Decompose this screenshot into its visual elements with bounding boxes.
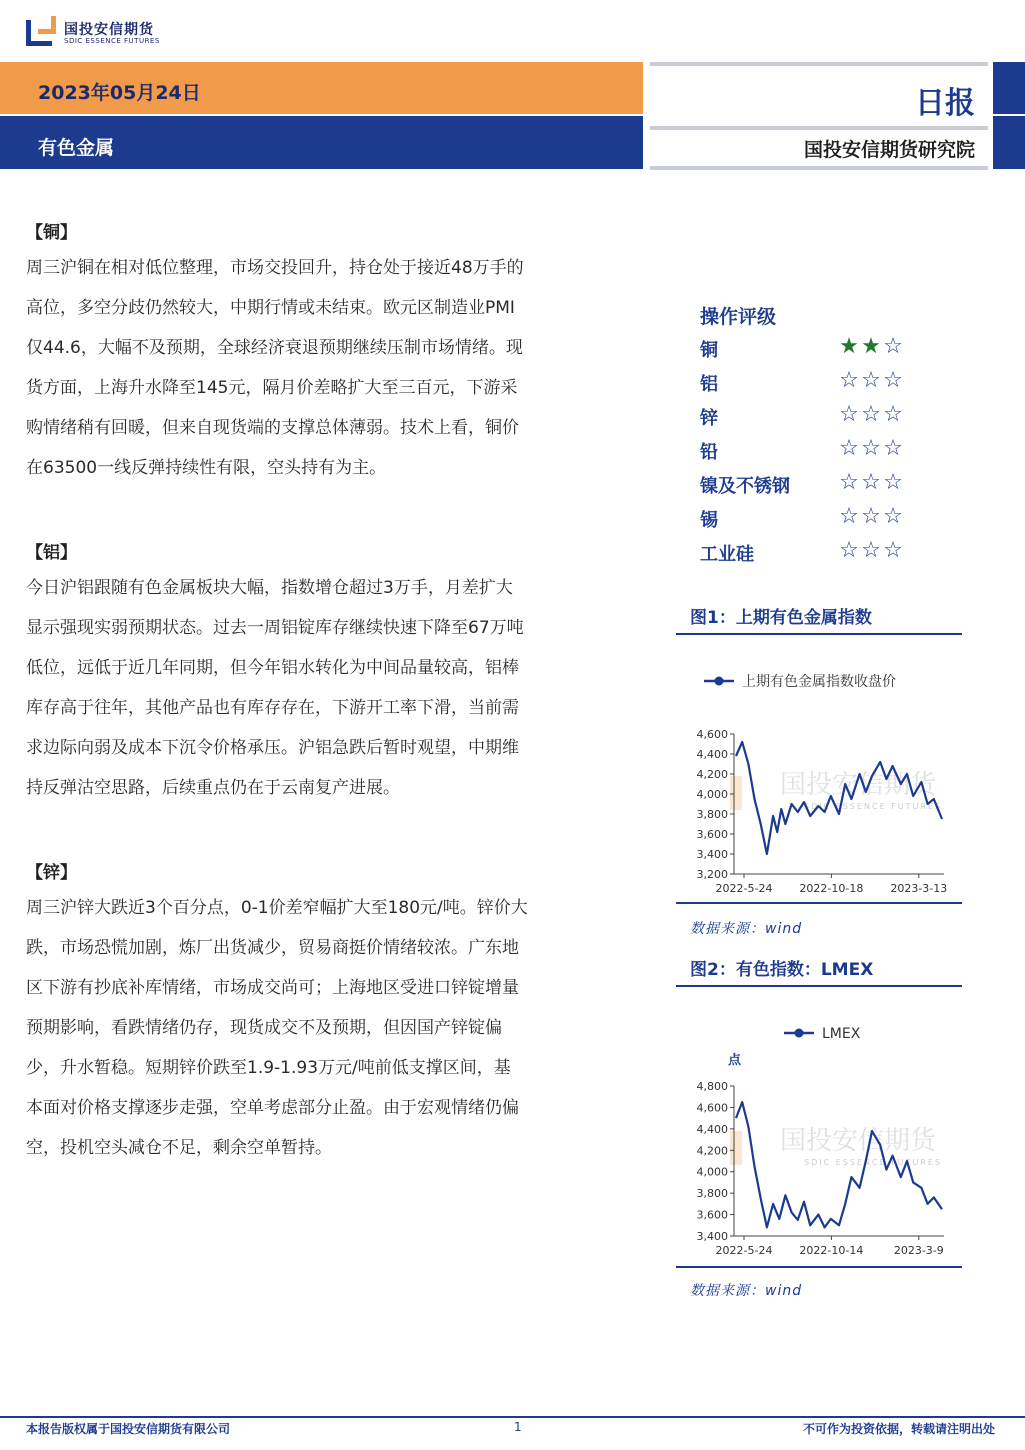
text-line: 预期影响，看跌情绪仍存，现货成交不及预期，但因国产锌锭偏 [26, 1018, 502, 1038]
logo-company-name: 国投安信期货 [64, 22, 154, 38]
rating-row [700, 336, 910, 370]
rating-commodity-name: 铜 [700, 340, 718, 361]
x-tick-label: 2023-3-13 [890, 882, 948, 895]
figure2-source: 数据来源：wind [690, 1283, 803, 1299]
text-line: 持反弹沽空思路，后续重点仍在于云南复产进展。 [26, 778, 400, 798]
star-empty-icon: ☆ [839, 402, 859, 427]
company-logo-icon [26, 16, 56, 46]
star-empty-icon: ☆ [861, 368, 881, 393]
legend-marker [795, 1029, 804, 1038]
report-date: 2023年05月24日 [38, 82, 201, 104]
text-line: 在63500一线反弹持续性有限，空头持有为主。 [26, 458, 387, 478]
star-empty-icon: ☆ [883, 470, 903, 495]
y-tick-label: 4,600 [696, 728, 728, 741]
text-line: 今日沪铝跟随有色金属板块大幅，指数增仓超过3万手，月差扩大 [26, 578, 513, 598]
text-line: 空，投机空头减仓不足，剩余空单暂持。 [26, 1138, 332, 1158]
x-tick-label: 2022-10-18 [799, 882, 864, 895]
figure2-top-rule [676, 985, 962, 987]
page-number: 1 [514, 1420, 522, 1434]
star-empty-icon: ☆ [883, 504, 903, 529]
figure1-title: 图1：上期有色金属指数 [690, 608, 872, 628]
y-tick-label: 4,000 [696, 1165, 728, 1179]
rating-row [700, 438, 910, 472]
x-tick-label: 2022-5-24 [715, 1244, 773, 1257]
star-empty-icon: ☆ [883, 402, 903, 427]
rating-commodity-name: 铝 [700, 374, 718, 395]
y-tick-label: 3,600 [696, 828, 728, 841]
star-filled-icon: ★ [861, 334, 881, 359]
rating-stars [838, 368, 904, 393]
rating-stars [838, 538, 904, 563]
figure2-chart [676, 1000, 962, 1264]
watermark-text-en: SDIC ESSENCE FUTURES [804, 1158, 943, 1167]
footer-rule [0, 1416, 1025, 1418]
rating-stars [838, 470, 904, 495]
text-line: 区下游有抄底补库情绪，市场成交尚可；上海地区受进口锌锭增量 [26, 978, 519, 998]
text-line: 跌，市场恐慌加剧，炼厂出货减少，贸易商挺价情绪较浓。广东地 [26, 938, 519, 958]
text-line: 显示强现实弱预期状态。过去一周铝锭库存继续快速下降至67万吨 [26, 618, 524, 638]
watermark-text: 国投安信期货 [780, 1126, 937, 1156]
watermark-logo-icon [730, 776, 742, 810]
text-line: 购情绪稍有回暖，但来自现货端的支撑总体薄弱。技术上看，铜价 [26, 418, 519, 438]
star-empty-icon: ☆ [861, 402, 881, 427]
star-empty-icon: ☆ [839, 470, 859, 495]
star-empty-icon: ☆ [861, 470, 881, 495]
text-line: 少，升水暂稳。短期锌价跌至1.9-1.93万元/吨前低支撑区间，基 [26, 1058, 511, 1078]
text-line: 周三沪锌大跌近3个百分点，0-1价差窄幅扩大至180元/吨。锌价大 [26, 898, 528, 918]
rating-row [700, 370, 910, 404]
rating-commodity-name: 锡 [700, 510, 718, 531]
section-title-aluminum: 【铝】 [26, 543, 77, 563]
header-accent-bottom [993, 116, 1025, 169]
figure1-source: 数据来源：wind [690, 921, 803, 937]
footer-copyright: 本报告版权属于国投安信期货有限公司 [26, 1422, 231, 1436]
star-empty-icon: ☆ [839, 368, 859, 393]
rating-row [700, 404, 910, 438]
text-line: 仅44.6，大幅不及预期，全球经济衰退预期继续压制市场情绪。现 [26, 338, 523, 358]
y-tick-label: 3,200 [696, 868, 728, 881]
y-tick-label: 4,800 [696, 1080, 728, 1093]
header-divider-bottom [650, 166, 988, 170]
x-tick-label: 2022-10-14 [799, 1244, 864, 1257]
rating-stars [838, 436, 904, 461]
rating-commodity-name: 镍及不锈钢 [700, 476, 790, 497]
section-title-zinc: 【锌】 [26, 863, 77, 883]
rating-row [700, 472, 910, 506]
y-tick-label: 4,200 [696, 1144, 728, 1158]
star-empty-icon: ☆ [883, 334, 903, 359]
text-line: 高位，多空分歧仍然较大，中期行情或未结束。欧元区制造业PMI [26, 298, 515, 318]
y-tick-label: 4,400 [696, 1122, 728, 1136]
figure2-bottom-rule [676, 1266, 962, 1268]
y-tick-label: 4,400 [696, 748, 728, 761]
watermark-text: 国投安信期货 [780, 769, 937, 800]
rating-title: 操作评级 [700, 306, 777, 328]
star-empty-icon: ☆ [861, 504, 881, 529]
rating-commodity-name: 锌 [700, 408, 718, 429]
legend-marker [715, 677, 724, 686]
watermark-logo-icon [730, 1131, 742, 1165]
rating-stars [838, 504, 904, 529]
star-empty-icon: ☆ [839, 504, 859, 529]
star-empty-icon: ☆ [883, 538, 903, 563]
header-accent-top [993, 62, 1025, 114]
rating-row [700, 540, 910, 574]
y-tick-label: 3,800 [696, 808, 728, 821]
footer-disclaimer: 不可作为投资依据，转载请注明出处 [802, 1422, 995, 1436]
rating-row [700, 506, 910, 540]
text-line: 库存高于往年，其他产品也有库存存在，下游开工率下滑，当前需 [26, 698, 519, 718]
section-body-copper [26, 248, 606, 488]
y-tick-label: 3,800 [696, 1187, 728, 1201]
institute-name: 国投安信期货研究院 [803, 139, 975, 161]
section-body-zinc [26, 888, 606, 1168]
star-empty-icon: ☆ [861, 538, 881, 563]
report-type: 日报 [915, 86, 975, 121]
star-empty-icon: ☆ [839, 538, 859, 563]
x-tick-label: 2022-5-24 [715, 882, 773, 895]
star-filled-icon: ★ [839, 334, 859, 359]
logo-company-name-en: SDIC ESSENCE FUTURES [64, 37, 160, 45]
x-tick-label: 2023-3-9 [893, 1244, 944, 1257]
y-tick-label: 4,600 [696, 1101, 728, 1115]
figure1-chart [676, 650, 962, 900]
text-line: 本面对价格支撑逐步走强，空单考虑部分止盈。由于宏观情绪仍偏 [26, 1098, 519, 1118]
header-divider-top [650, 62, 988, 66]
header-divider-mid [650, 126, 988, 130]
watermark-text-en: SDIC ESSENCE FUTURES [804, 801, 943, 811]
star-empty-icon: ☆ [883, 368, 903, 393]
star-empty-icon: ☆ [883, 436, 903, 461]
y-tick-label: 3,400 [696, 848, 728, 861]
figure1-top-rule [676, 633, 962, 635]
star-empty-icon: ☆ [839, 436, 859, 461]
text-line: 低位，远低于近几年同期，但今年铝水转化为中间品量较高，铝棒 [26, 658, 519, 678]
y-tick-label: 3,600 [696, 1208, 728, 1222]
rating-stars [838, 402, 904, 427]
text-line: 求边际向弱及成本下沉令价格承压。沪铝急跌后暂时观望，中期维 [26, 738, 519, 758]
y-tick-label: 4,000 [696, 788, 728, 801]
star-empty-icon: ☆ [861, 436, 881, 461]
section-body-aluminum [26, 568, 606, 808]
rating-stars [838, 334, 904, 359]
report-category: 有色金属 [38, 137, 115, 159]
figure1-bottom-rule [676, 902, 962, 904]
rating-commodity-name: 工业硅 [700, 544, 754, 565]
text-line: 周三沪铜在相对低位整理，市场交投回升，持仓处于接近48万手的 [26, 258, 524, 278]
legend-label: 上期有色金属指数收盘价 [742, 674, 896, 690]
y-tick-label: 3,400 [696, 1230, 728, 1243]
figure2-title: 图2：有色指数：LMEX [690, 960, 874, 980]
legend-label: LMEX [822, 1026, 861, 1042]
section-title-copper: 【铜】 [26, 223, 77, 243]
rating-commodity-name: 铅 [700, 442, 718, 463]
y-tick-label: 4,200 [696, 768, 728, 781]
text-line: 货方面，上海升水降至145元，隔月价差略扩大至三百元，下游采 [26, 378, 518, 398]
y-axis-unit-label: 点 [728, 1053, 742, 1068]
